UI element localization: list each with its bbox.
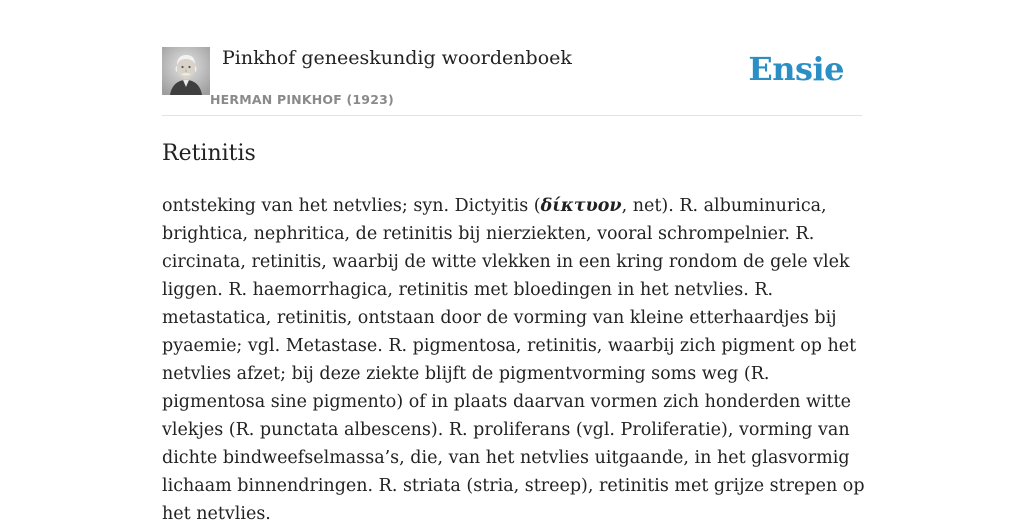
dictionary-author: HERMAN PINKHOF (1923) (210, 92, 394, 107)
definition-text-rest: , net). R. albuminurica, brightica, nephritica, de retinitis bij nierziekten, vooral schrompelnier. R. circinata, retinitis, waarbij de witte vlekken in een kring rondom de gele vlek liggen. R. haemorrhagica, retinitis met bloedingen in het netvlies. R. metastatica, retinitis, ontstaan door de vorming van kleine etterhaardjes bij pyaemie; vgl. Metastase. R. pigmentosa, retinitis, waarbij zich pigment op het netvlies afzet; bij deze ziekte blijft de pigmentvorming soms weg (R. pigmentosa sine pigmento) of in plaats daarvan vormen zich honderden witte vlekjes (R. punctata albescens). R. proliferans (vgl. Proliferatie), vorming van dichte bindweefselmassa’s, die, van het netvlies uitgaande, in het glasvormig lichaam binnendringen. R. striata (stria, streep), retinitis met grijze strepen op het netvlies. (162, 196, 865, 524)
entry-definition (162, 192, 867, 528)
author-avatar (162, 47, 210, 95)
greek-word: δίκτυον (540, 196, 622, 216)
entry-title: Retinitis (162, 141, 256, 166)
definition-text-start: ontsteking van het netvlies; syn. Dictyitis ( (162, 196, 541, 216)
author-portrait-icon (162, 47, 210, 95)
dictionary-header (162, 40, 862, 116)
dictionary-title[interactable]: Pinkhof geneeskundig woordenboek (222, 47, 572, 69)
ensie-logo-link[interactable]: Ensie (748, 50, 844, 88)
